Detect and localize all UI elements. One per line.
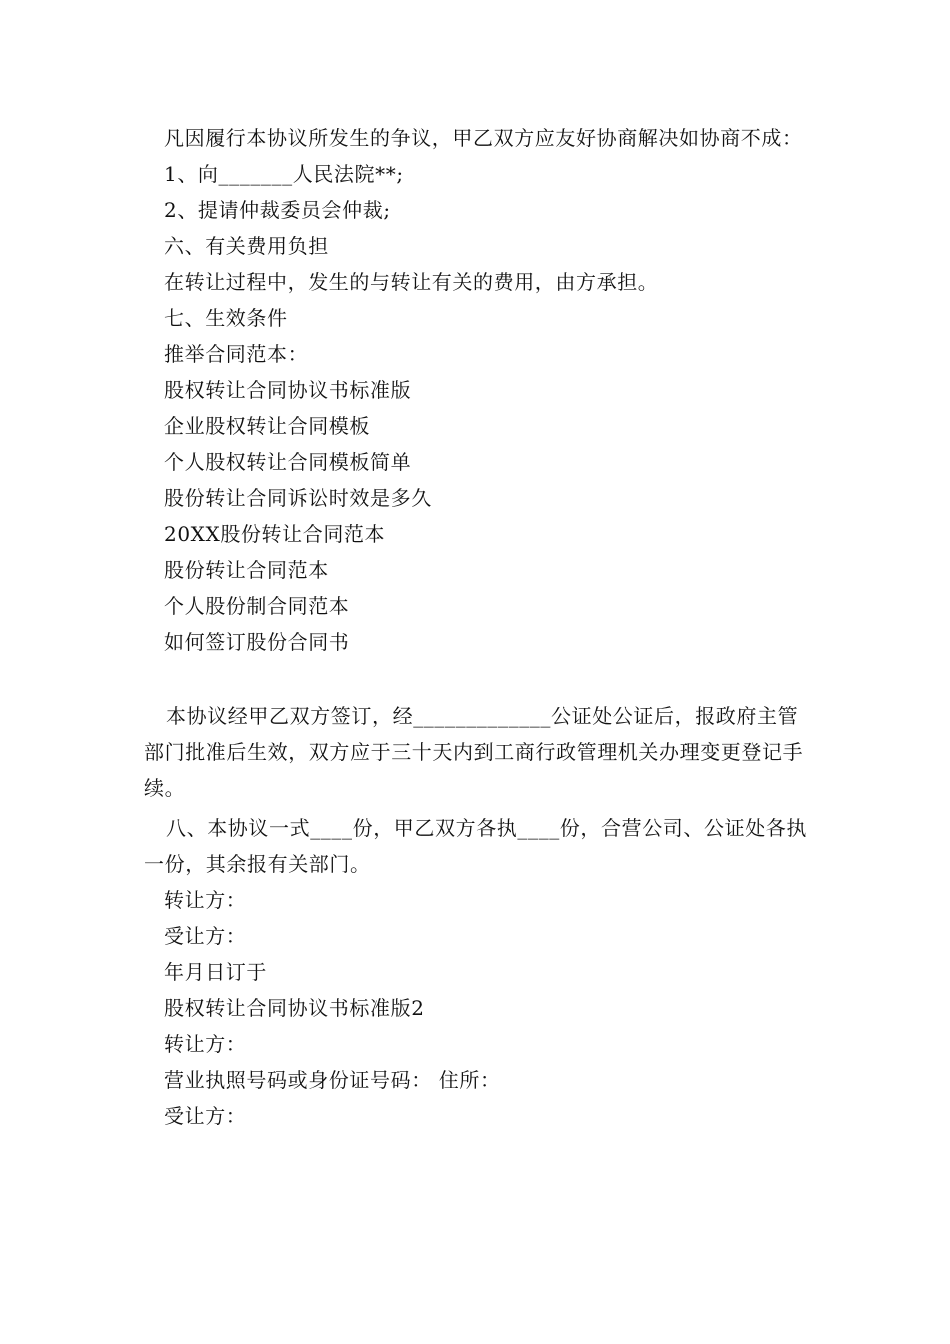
list-item: 转让方： (164, 888, 247, 912)
section-heading: 七、生效条件 (164, 306, 288, 330)
section-heading: 六、有关费用负担 (164, 234, 329, 258)
list-item: 在转让过程中，发生的与转让有关的费用，由方承担。 (164, 270, 659, 294)
list-item: 受让方： (164, 924, 247, 948)
list-item: 个人股权转让合同模板简单 (164, 450, 412, 474)
list-item: 1、向_______人民法院**; (164, 162, 404, 186)
list-item: 如何签订股份合同书 (164, 630, 350, 654)
copies-paragraph: 八、本协议一式____份，甲乙双方各执____份，合营公司、公证处各执一份，其余报有关部门。 (144, 816, 807, 876)
effect-paragraph: 本协议经甲乙双方签订，经_____________公证处公证后，报政府主管部门批准后生效，双方应于三十天内到工商行政管理机关办理变更登记手续。 (144, 704, 804, 800)
spacer (144, 660, 810, 698)
list-item: 营业执照号码或身份证号码： 住所： (164, 1068, 501, 1092)
dispute-paragraph: 凡因履行本协议所发生的争议，甲乙双方应友好协商解决如协商不成： (164, 126, 803, 150)
list-item: 受让方： (164, 1104, 247, 1128)
list-item: 推举合同范本： (164, 342, 309, 366)
list-item: 年月日订于 (164, 960, 267, 984)
list-item: 个人股份制合同范本 (164, 594, 350, 618)
list-item: 转让方： (164, 1032, 247, 1056)
list-item: 企业股权转让合同模板 (164, 414, 370, 438)
list-item: 股份转让合同范本 (164, 558, 329, 582)
section-heading: 股权转让合同协议书标准版2 (164, 996, 425, 1020)
list-item: 股份转让合同诉讼时效是多久 (164, 486, 432, 510)
document-body (144, 120, 810, 1134)
list-item: 2、提请仲裁委员会仲裁; (164, 198, 391, 222)
list-item: 20XX股份转让合同范本 (164, 522, 386, 546)
list-item: 股权转让合同协议书标准版 (164, 378, 412, 402)
